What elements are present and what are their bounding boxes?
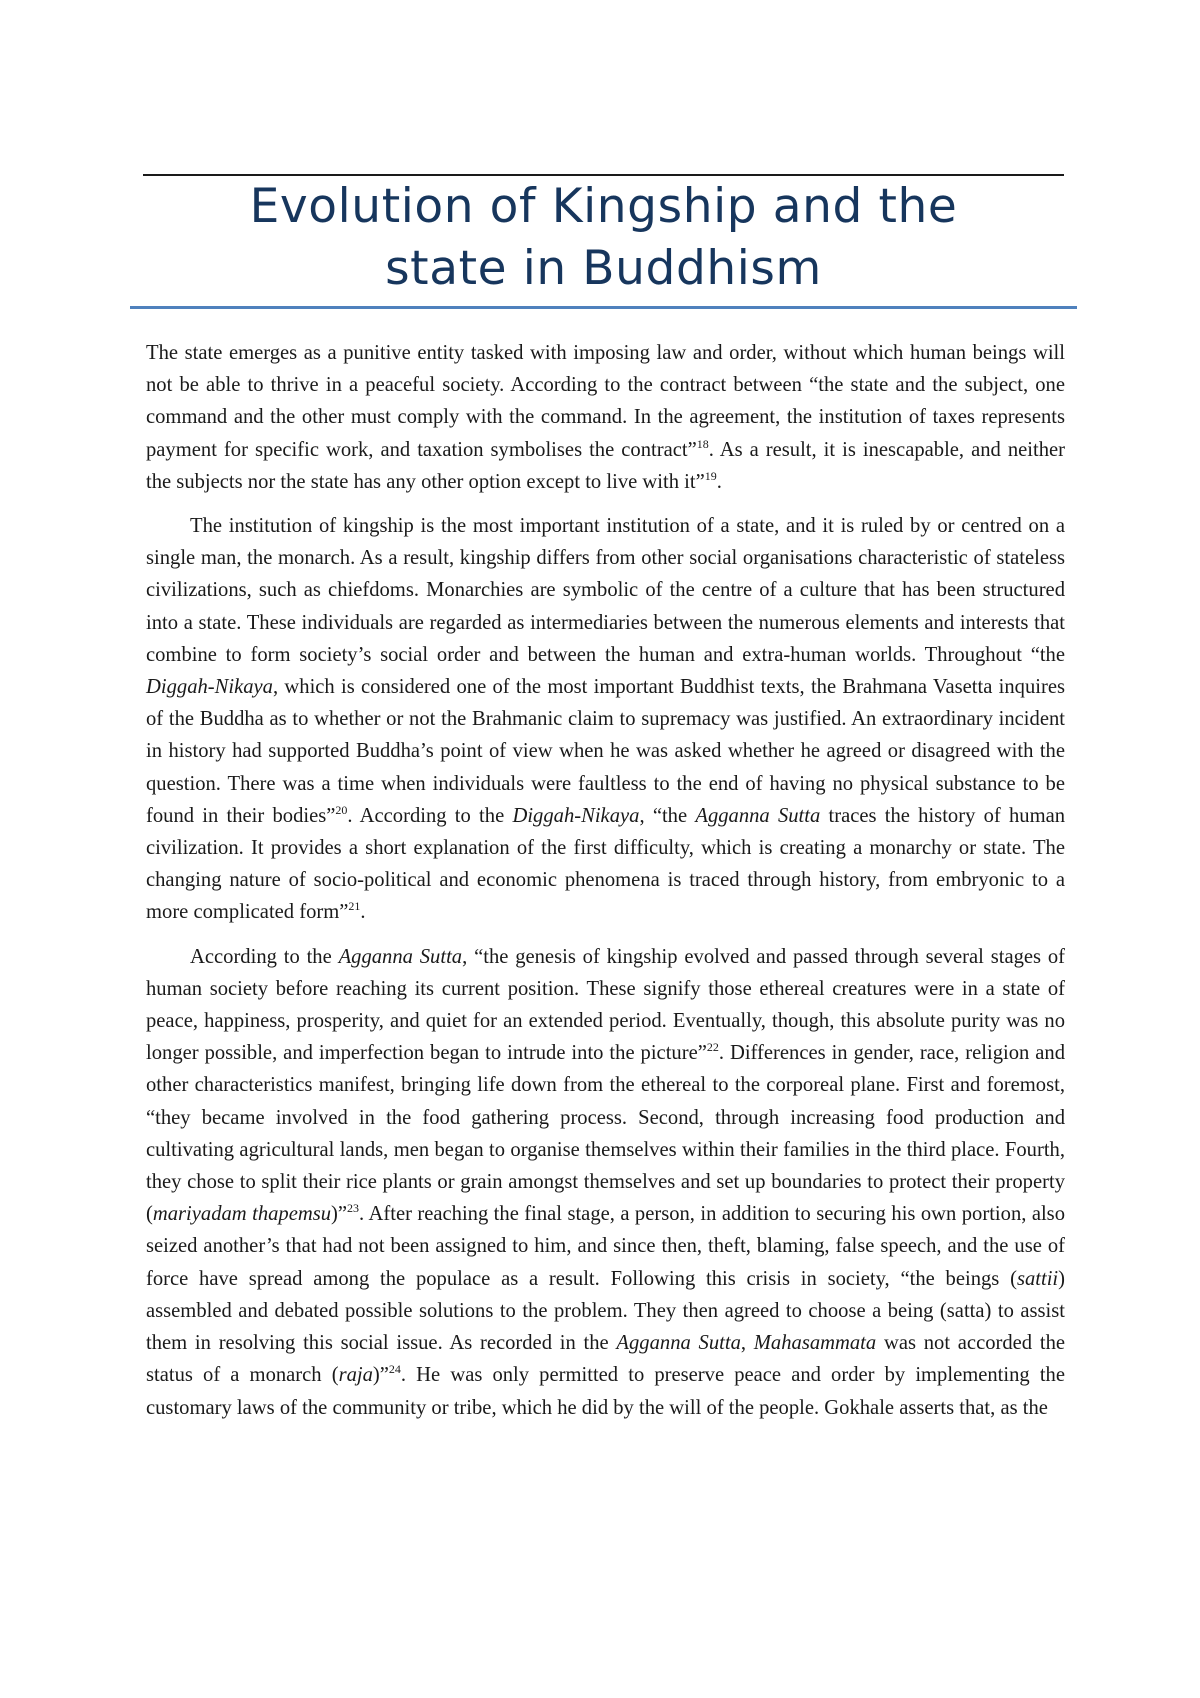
paragraph-text: . According to the [347,804,513,827]
italic-term: raja [338,1364,373,1387]
italic-term: Agganna Sutta [338,945,463,968]
title-underline-rule [130,306,1077,309]
paragraph-text: )” [372,1364,389,1387]
title-line-2: state in Buddhism [385,241,822,296]
paragraph-text: . [360,901,366,924]
footnote-ref-21: 21 [348,899,361,914]
footnote-ref-18: 18 [696,436,709,451]
paragraph-text: was not accorded the status of a monarch ( [146,1332,1066,1387]
footnote-ref-23: 23 [347,1201,360,1216]
footnote-ref-19: 19 [704,468,717,483]
footnote-ref-20: 20 [335,802,348,817]
paragraph-3 [146,941,1065,1424]
italic-term: Agganna Sutta [695,804,821,827]
paragraph-2 [146,510,1065,929]
paragraph-text: , “the [639,804,696,827]
title-line-1: Evolution of Kingship and the [249,179,958,234]
italic-term: Agganna Sutta [616,1332,741,1355]
page-title [130,176,1077,300]
paragraph-text: , “the genesis of kingship evolved and passed through several stages of human society before reaching its current position. These signify those ethereal creatures were in a state of peace, happiness, prosperity, and quiet for an extended period. Eventually, though, this absolute purity was no longer possible, and imperfection began to intrude into the picture” [146,945,1066,1065]
paragraph-text: . After reaching the final stage, a person, in addition to securing his own portion, also seized another’s that had not been assigned to him, and since then, theft, blaming, false speech, and the use of force have spread among the populace as a result. Following this crisis in society, “the beings ( [146,1203,1065,1290]
paragraph-text: . [716,470,722,493]
paragraph-text: The institution of kingship is the most important institution of a state, and it is ruled by or centred on a single man, the monarch. As a result, kingship differs from other social organisations characteristic of stateless civilizations, such as chiefdoms. Monarchies are symbolic of the centre of a culture that has been structured into a state. These individuals are regarded as intermediaries between the numerous elements and interests that combine to form society’s social order and between the human and extra-human worlds. Throughout “the [146,515,1065,666]
paragraph-text: . He was only permitted to preserve peace and order by implementing the customary laws of the community or tribe, which he did by the will of the people. Gokhale asserts that, as the [146,1364,1065,1419]
paragraph-text: , [740,1332,754,1355]
paragraph-text: . Differences in gender, race, religion and other characteristics manifest, bringing life down from the ethereal to the corporeal plane. First and foremost, “they became involved in the food gathering process. Second, through increasing food production and cultivating agricultural lands, men began to organise themselves within their families in the third place. Fourth, they chose to split their rice plants or grain amongst themselves and set up boundaries to protect their property ( [146,1042,1066,1226]
paragraph-text: , which is considered one of the most important Buddhist texts, the Brahmana Vasetta inquires of the Buddha as to whether or not the Brahmanic claim to supremacy was justified. An extraordinary incident in history had supported Buddha’s point of view when he was asked whether he agreed or disagreed with the question. There was a time when individuals were faultless to the end of having no physical substance to be found in their bodies” [146,676,1065,827]
footnote-ref-24: 24 [388,1362,401,1377]
paragraph-text: ) assembled and debated possible solutions to the problem. They then agreed to choose a being (satta) to assist them in resolving this social issue. As recorded in the [146,1267,1065,1355]
paragraph-text: The state emerges as a punitive entity tasked with imposing law and order, without which human beings will not be able to thrive in a peaceful society. According to the contract between “the state and the subject, one command and the other must comply with the command. In the agreement, the institution of taxes represents payment for specific work, and taxation symbolises the contract” [146,342,1065,461]
italic-term: Diggah-Nikaya [512,804,640,827]
paragraph-text: )” [331,1203,348,1226]
paragraph-1 [146,337,1065,498]
paragraph-text: traces the history of human civilization. It provides a short explanation of the first difficulty, which is creating a monarchy or state. The changing nature of socio-political and economic phenomena is traced through history, from embryonic to a more complicated form” [146,804,1066,924]
italic-term: sattii [1016,1267,1059,1290]
italic-term: Diggah-Nikaya [146,676,273,699]
paragraph-text: According to the [190,945,339,968]
footnote-ref-22: 22 [706,1040,719,1055]
italic-term: Mahasammata [753,1332,877,1355]
document-body [146,337,1065,1424]
paragraph-text: . As a result, it is inescapable, and neither the subjects nor the state has any other option except to live with it” [146,438,1066,493]
italic-term: mariyadam thapemsu [152,1203,332,1226]
